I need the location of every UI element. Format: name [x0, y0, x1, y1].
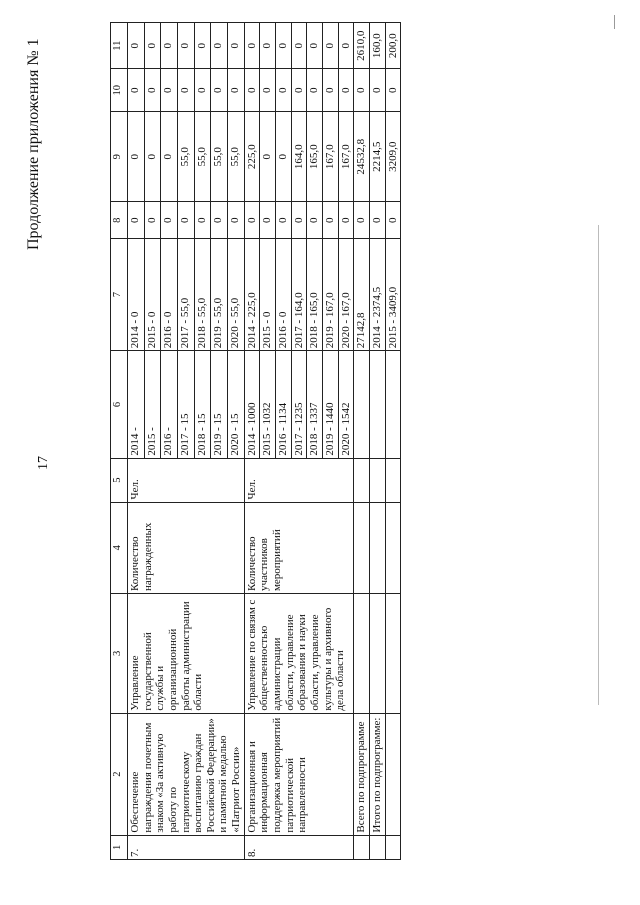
other-sources: 160,0: [369, 23, 385, 69]
column-number: 6: [111, 351, 128, 458]
regional-budget: 55,0: [194, 112, 211, 202]
indicator-value: 2014 -: [128, 351, 145, 458]
indicator-value: 2015 - 1032: [260, 351, 276, 458]
regional-budget: 0: [161, 112, 178, 202]
regional-budget: 167,0: [338, 112, 354, 202]
column-number: 7: [111, 239, 128, 351]
funding-total: 2017 - 164,0: [291, 239, 307, 351]
unit: Чел.: [128, 458, 245, 502]
funding-total: 2015 - 3409,0: [385, 239, 401, 351]
column-number: 5: [111, 458, 128, 502]
federal-budget: 0: [244, 202, 260, 239]
executor: Управление государственной службы и организационной работы администрации области: [128, 594, 245, 714]
regional-budget: 3209,0: [385, 112, 401, 202]
total-row: [369, 23, 385, 860]
page-fold-line: [598, 225, 599, 705]
column-number: 11: [111, 23, 128, 69]
indicator-value: 2015 -: [144, 351, 161, 458]
column-number: 2: [111, 713, 128, 835]
column-number: 4: [111, 502, 128, 594]
regional-budget: 165,0: [307, 112, 323, 202]
other-sources: 0: [322, 23, 338, 69]
local-budget: 0: [322, 69, 338, 112]
table-cell: [354, 502, 370, 594]
indicator-value: 2020 - 15: [228, 351, 245, 458]
header-row: [111, 23, 128, 860]
indicator-value: 2019 - 1440: [322, 351, 338, 458]
table-row: [128, 23, 145, 860]
funding-total: 2014 - 2374,5: [369, 239, 385, 351]
local-budget: 0: [244, 69, 260, 112]
unit: Чел.: [244, 458, 353, 502]
regional-budget: 167,0: [322, 112, 338, 202]
regional-budget: 24532,8: [354, 112, 370, 202]
indicator-value: 2018 - 15: [194, 351, 211, 458]
total-row: [354, 23, 370, 860]
funding-total: 2016 - 0: [161, 239, 178, 351]
other-sources: 0: [194, 23, 211, 69]
other-sources: 0: [291, 23, 307, 69]
column-number: 1: [111, 835, 128, 859]
indicator-value: 2019 - 15: [211, 351, 228, 458]
column-number: 9: [111, 112, 128, 202]
total-label: Итого по подпрограмме:: [369, 713, 385, 835]
local-budget: 0: [307, 69, 323, 112]
annex-title: Продолжение приложения № 1: [25, 38, 42, 250]
local-budget: 0: [128, 69, 145, 112]
indicator-value: 2020 - 1542: [338, 351, 354, 458]
other-sources: 0: [244, 23, 260, 69]
item-number: 7.: [128, 835, 245, 859]
regional-budget: 2214,5: [369, 112, 385, 202]
funding-total: 2018 - 165,0: [307, 239, 323, 351]
other-sources: 0: [228, 23, 245, 69]
crop-mark: [614, 15, 615, 29]
funding-total: 2015 - 0: [260, 239, 276, 351]
local-budget: 0: [276, 69, 292, 112]
other-sources: 0: [260, 23, 276, 69]
table-row: [244, 23, 260, 860]
other-sources: 2610,0: [354, 23, 370, 69]
federal-budget: 0: [228, 202, 245, 239]
local-budget: 0: [194, 69, 211, 112]
funding-total: 2020 - 167,0: [338, 239, 354, 351]
federal-budget: 0: [211, 202, 228, 239]
local-budget: 0: [144, 69, 161, 112]
regional-budget: 164,0: [291, 112, 307, 202]
federal-budget: 0: [338, 202, 354, 239]
program-table: [110, 22, 401, 860]
local-budget: 0: [369, 69, 385, 112]
table-cell: [385, 713, 401, 835]
federal-budget: 0: [322, 202, 338, 239]
federal-budget: 0: [385, 202, 401, 239]
column-number: 8: [111, 202, 128, 239]
item-number: 8.: [244, 835, 353, 859]
table-cell: [354, 458, 370, 502]
federal-budget: 0: [178, 202, 195, 239]
funding-total: 27142,8: [354, 239, 370, 351]
table-cell: [369, 502, 385, 594]
local-budget: 0: [354, 69, 370, 112]
page-number: 17: [36, 456, 51, 470]
federal-budget: 0: [307, 202, 323, 239]
table-cell: [369, 458, 385, 502]
total-label: Всего по подпрограмме: [354, 713, 370, 835]
indicator-value: 2018 - 1337: [307, 351, 323, 458]
regional-budget: 0: [260, 112, 276, 202]
federal-budget: 0: [354, 202, 370, 239]
table-cell: [385, 502, 401, 594]
regional-budget: 0: [276, 112, 292, 202]
funding-total: 2016 - 0: [276, 239, 292, 351]
table-cell: [385, 594, 401, 714]
table-body: [111, 23, 401, 860]
table-cell: [354, 351, 370, 458]
funding-total: 2019 - 167,0: [322, 239, 338, 351]
executor: Управление по связям с общественностью администрации области, управление образования и науки области, управление культуры и архивного дела области: [244, 594, 353, 714]
funding-total: 2014 - 225,0: [244, 239, 260, 351]
indicator: Количество награжденных: [128, 502, 245, 594]
table-cell: [385, 351, 401, 458]
local-budget: 0: [228, 69, 245, 112]
indicator-value: 2014 - 1000: [244, 351, 260, 458]
indicator: Количество участников мероприятий: [244, 502, 353, 594]
funding-total: 2018 - 55,0: [194, 239, 211, 351]
other-sources: 0: [338, 23, 354, 69]
other-sources: 200,0: [385, 23, 401, 69]
indicator-value: 2016 -: [161, 351, 178, 458]
local-budget: 0: [211, 69, 228, 112]
column-number: 10: [111, 69, 128, 112]
event-name: Обеспечение награждения почетным знаком «За активную работу по патриотическому воспитанию граждан Российской Федерации» и памятной медалью «Патриот России»: [128, 713, 245, 835]
funding-total: 2015 - 0: [144, 239, 161, 351]
total-row: [385, 23, 401, 860]
local-budget: 0: [338, 69, 354, 112]
local-budget: 0: [385, 69, 401, 112]
funding-total: 2014 - 0: [128, 239, 145, 351]
table-cell: [354, 594, 370, 714]
other-sources: 0: [161, 23, 178, 69]
event-name: Организационная и информационная поддержка мероприятий патриотической направленности: [244, 713, 353, 835]
indicator-value: 2017 - 1235: [291, 351, 307, 458]
local-budget: 0: [260, 69, 276, 112]
other-sources: 0: [211, 23, 228, 69]
federal-budget: 0: [369, 202, 385, 239]
regional-budget: 0: [144, 112, 161, 202]
local-budget: 0: [178, 69, 195, 112]
funding-total: 2020 - 55,0: [228, 239, 245, 351]
federal-budget: 0: [144, 202, 161, 239]
other-sources: 0: [276, 23, 292, 69]
regional-budget: 55,0: [178, 112, 195, 202]
indicator-value: 2016 - 1134: [276, 351, 292, 458]
other-sources: 0: [144, 23, 161, 69]
regional-budget: 225,0: [244, 112, 260, 202]
federal-budget: 0: [128, 202, 145, 239]
federal-budget: 0: [260, 202, 276, 239]
federal-budget: 0: [194, 202, 211, 239]
funding-total: 2019 - 55,0: [211, 239, 228, 351]
federal-budget: 0: [276, 202, 292, 239]
column-number: 3: [111, 594, 128, 714]
table-cell: [385, 458, 401, 502]
indicator-value: 2017 - 15: [178, 351, 195, 458]
other-sources: 0: [307, 23, 323, 69]
local-budget: 0: [161, 69, 178, 112]
regional-budget: 55,0: [211, 112, 228, 202]
regional-budget: 0: [128, 112, 145, 202]
federal-budget: 0: [161, 202, 178, 239]
table-cell: [354, 835, 370, 859]
other-sources: 0: [178, 23, 195, 69]
other-sources: 0: [128, 23, 145, 69]
table-cell: [369, 351, 385, 458]
regional-budget: 55,0: [228, 112, 245, 202]
table-cell: [385, 835, 401, 859]
table-cell: [369, 594, 385, 714]
funding-total: 2017 - 55,0: [178, 239, 195, 351]
local-budget: 0: [291, 69, 307, 112]
federal-budget: 0: [291, 202, 307, 239]
table-cell: [369, 835, 385, 859]
